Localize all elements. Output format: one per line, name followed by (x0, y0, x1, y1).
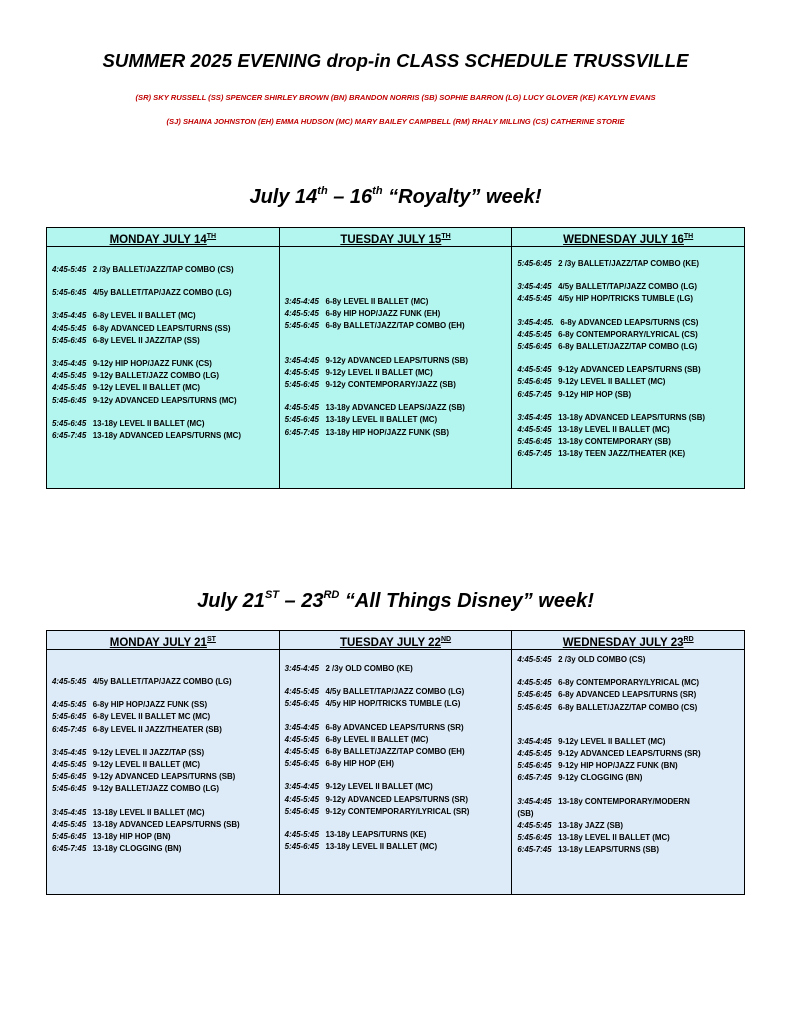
class-description: 4/5y BALLET/TAP/JAZZ COMBO (LG) (558, 282, 697, 292)
class-entry (517, 376, 742, 388)
class-time: 5:45-6:45 (284, 759, 319, 769)
class-entry (285, 355, 510, 367)
class-time: 3:45-4:45. (517, 317, 554, 327)
class-description: 13-18y LEAPS/TURNS (SB) (558, 845, 659, 855)
class-entry (517, 844, 742, 856)
class-entry (285, 296, 510, 308)
class-entry (285, 841, 510, 853)
class-description: 6-8y CONTEMPORARY/LYRICAL (CS) (558, 329, 698, 339)
class-time: 3:45-4:45 (284, 664, 319, 673)
page-title: SUMMER 2025 EVENING drop-in CLASS SCHEDULE TRUSSVILLE (102, 50, 689, 71)
spacer (517, 725, 742, 736)
class-description: 6-8y BALLET/JAZZ/TAP COMBO (CS) (558, 702, 698, 712)
class-entry (517, 341, 742, 353)
class-description: 4/5y BALLET/TAP/JAZZ COMBO (LG) (92, 677, 232, 686)
class-time: 4:45-5:45 (52, 819, 87, 829)
class-entry (285, 427, 510, 439)
class-time: 5:45-6:45 (52, 712, 87, 722)
class-entry (517, 760, 742, 772)
class-description: (SB) (517, 808, 534, 818)
class-description: 6-8y CONTEMPORARY/LYRICAL (MC) (558, 678, 700, 688)
class-time: 6:45-7:45 (517, 389, 552, 399)
class-description: 9-12y HIP HOP (SB) (558, 389, 632, 399)
class-entry (52, 807, 277, 819)
class-time: 3:45-4:45 (517, 736, 552, 746)
class-description: 4/5y BALLET/TAP/JAZZ COMBO (LG) (325, 687, 465, 697)
class-time: 4:45-5:45 (517, 365, 552, 375)
class-time: 5:45-6:45 (52, 418, 87, 428)
class-description: 9-12y HIP HOP/JAZZ FUNK (CS) (92, 358, 212, 368)
royalty-week-schedule-table (46, 227, 745, 489)
class-description: 13-18y LEVEL II BALLET (MC) (558, 424, 670, 434)
disney-week-schedule-table (46, 630, 745, 895)
instructor-legend-line-1: (SR) SKY RUSSELL (SS) SPENCER SHIRLEY BROWN (BN) BRANDON NORRIS (SB) SOPHIE BARRON (LG) LUCY GLOVER (KE) KAYLYN EVANS (135, 93, 656, 102)
class-time: 5:45-6:45 (52, 288, 87, 298)
class-time: 3:45-4:45 (52, 358, 87, 368)
class-description: 13-18y ADVANCED LEAPS/JAZZ (SB) (325, 403, 465, 413)
class-description: 2 /3y BALLET/JAZZ/TAP COMBO (KE) (558, 259, 700, 268)
spacer (517, 353, 742, 364)
class-description: 6-8y HIP HOP (EH) (325, 759, 395, 769)
class-time: 3:45-4:45 (284, 297, 319, 306)
class-entry (517, 808, 742, 820)
class-entry (52, 395, 277, 407)
spacer (285, 333, 510, 344)
class-description: 6-8y HIP HOP/JAZZ FUNK (SS) (92, 700, 208, 710)
class-description: 13-18y LEAPS/TURNS (KE) (325, 829, 427, 839)
class-entry (517, 436, 742, 448)
class-time: 6:45-7:45 (284, 427, 319, 437)
class-description: 13-18y TEEN JAZZ/THEATER (KE) (558, 449, 686, 459)
class-time: 4:45-5:45 (517, 820, 552, 830)
class-entry (52, 358, 277, 370)
class-description: 9-12y LEVEL II BALLET (MC) (92, 759, 201, 769)
class-time: 5:45-6:45 (517, 377, 552, 387)
class-time: 4:45-5:45 (517, 424, 552, 434)
class-entry (517, 796, 742, 808)
class-description: 4/5y HIP HOP/TRICKS TUMBLE (LG) (558, 294, 694, 304)
class-time: 4:45-5:45 (52, 677, 87, 686)
class-entry (52, 711, 277, 723)
class-entry (517, 702, 742, 714)
class-time: 4:45-5:45 (517, 294, 552, 304)
class-description: 13-18y CLOGGING (BN) (92, 844, 182, 854)
spacer (285, 770, 510, 781)
class-entry (517, 448, 742, 460)
class-description: 4/5y BALLET/TAP/JAZZ COMBO (LG) (92, 288, 232, 298)
class-entry (52, 382, 277, 394)
column-header: TUESDAY JULY 15TH (280, 228, 512, 247)
spacer (52, 276, 277, 287)
class-entry (517, 389, 742, 401)
class-description: 9-12y ADVANCED LEAPS/TURNS (SB) (325, 355, 468, 365)
class-entry (52, 831, 277, 843)
spacer (285, 711, 510, 722)
class-time: 5:45-6:45 (517, 437, 552, 447)
class-time: 5:45-6:45 (517, 761, 552, 771)
class-entry (517, 736, 742, 748)
class-time: 5:45-6:45 (517, 702, 552, 712)
class-description: 6-8y ADVANCED LEAPS/TURNS (CS) (560, 317, 699, 327)
class-time: 6:45-7:45 (52, 724, 87, 734)
week-title-disney: July 21ST – 23RD “All Things Disney” week! (197, 589, 594, 612)
class-time: 4:45-5:45 (52, 700, 87, 710)
spacer (52, 347, 277, 358)
class-description: 13-18y HIP HOP/JAZZ FUNK (SB) (325, 427, 449, 437)
class-time: 4:45-5:45 (52, 383, 87, 393)
class-entry (285, 320, 510, 332)
instructor-legend-line-2: (SJ) SHAINA JOHNSTON (EH) EMMA HUDSON (MC) MARY BAILEY CAMPBELL (RM) RHALY MILLING (CS) CATHERINE STORIE (166, 117, 625, 126)
class-entry (285, 414, 510, 426)
class-time: 6:45-7:45 (517, 773, 552, 783)
class-description: 6-8y LEVEL II BALLET MC (MC) (92, 712, 211, 722)
class-time: 5:45-6:45 (517, 259, 552, 268)
class-time: 4:45-5:45 (517, 678, 552, 688)
spacer (517, 401, 742, 412)
class-description: 9-12y BALLET/JAZZ COMBO (LG) (92, 371, 220, 381)
class-description: 13-18y CONTEMPORARY/MODERN (558, 796, 690, 806)
class-time: 4:45-5:45 (284, 794, 319, 804)
class-time: 3:45-4:45 (52, 747, 87, 757)
class-description: 6-8y ADVANCED LEAPS/TURNS (SR) (558, 690, 697, 700)
class-time: 4:45-5:45 (52, 759, 87, 769)
class-entry (517, 329, 742, 341)
class-entry (52, 699, 277, 711)
class-description: 6-8y LEVEL II JAZZ/THEATER (SB) (92, 724, 222, 734)
class-description: 13-18y ADVANCED LEAPS/TURNS (MC) (92, 430, 241, 440)
class-time: 4:45-5:45 (517, 655, 552, 664)
class-entry (517, 820, 742, 832)
class-description: 9-12y ADVANCED LEAPS/TURNS (SB) (92, 772, 236, 782)
class-time: 5:45-6:45 (284, 842, 319, 852)
spacer (52, 407, 277, 418)
class-time: 3:45-4:45 (52, 311, 87, 321)
class-entry (285, 829, 510, 841)
class-description: 2 /3y OLD COMBO (KE) (325, 664, 413, 673)
spacer (52, 736, 277, 747)
class-description: 13-18y HIP HOP (BN) (92, 831, 171, 841)
class-entry (517, 832, 742, 844)
class-entry (285, 686, 510, 698)
class-entry (517, 412, 742, 424)
class-time: 4:45-5:45 (284, 746, 319, 756)
spacer (285, 344, 510, 355)
class-entry (285, 806, 510, 818)
class-entry (285, 781, 510, 793)
class-entry (517, 293, 742, 305)
class-time: 4:45-5:45 (284, 829, 319, 839)
class-entry (285, 734, 510, 746)
class-time: 5:45-6:45 (52, 395, 87, 405)
class-description: 4/5y HIP HOP/TRICKS TUMBLE (LG) (325, 699, 461, 709)
class-description: 9-12y HIP HOP/JAZZ FUNK (BN) (558, 761, 678, 771)
class-time: 5:45-6:45 (52, 335, 87, 345)
class-time: 4:45-5:45 (52, 265, 87, 274)
class-description: 13-18y LEVEL II BALLET (MC) (92, 418, 205, 428)
class-entry (52, 771, 277, 783)
class-entry (517, 317, 742, 329)
class-description: 9-12y ADVANCED LEAPS/TURNS (MC) (92, 395, 237, 405)
class-description: 9-12y CONTEMPORARY/LYRICAL (SR) (325, 806, 470, 816)
class-description: 13-18y LEVEL II BALLET (MC) (558, 833, 670, 843)
class-description: 6-8y LEVEL II BALLET (MC) (92, 311, 196, 321)
class-time: 4:45-5:45 (517, 329, 552, 339)
class-entry (517, 281, 742, 293)
tuesday-july-22-column (279, 631, 512, 894)
class-time: 6:45-7:45 (517, 845, 552, 855)
class-time: 3:45-4:45 (517, 412, 552, 422)
spacer (52, 299, 277, 310)
class-entry (52, 418, 277, 430)
class-description: 13-18y ADVANCED LEAPS/TURNS (SB) (92, 819, 240, 829)
class-description: 6-8y LEVEL II BALLET (MC) (325, 297, 429, 306)
class-entry (52, 843, 277, 855)
class-time: 4:45-5:45 (517, 748, 552, 758)
class-entry (517, 689, 742, 701)
class-entry (517, 424, 742, 436)
class-time: 5:45-6:45 (284, 379, 319, 389)
class-time: 6:45-7:45 (52, 844, 87, 854)
class-time: 3:45-4:45 (517, 796, 552, 806)
class-time: 5:45-6:45 (284, 806, 319, 816)
class-entry (285, 722, 510, 734)
class-entry (285, 308, 510, 320)
class-entry (52, 370, 277, 382)
class-description: 13-18y ADVANCED LEAPS/TURNS (SB) (558, 412, 706, 422)
class-description: 6-8y BALLET/JAZZ/TAP COMBO (EH) (325, 746, 465, 756)
class-entry (52, 724, 277, 736)
class-time: 6:45-7:45 (517, 449, 552, 459)
class-description: 9-12y ADVANCED LEAPS/TURNS (SR) (325, 794, 468, 804)
class-entry (52, 335, 277, 347)
class-time: 5:45-6:45 (284, 321, 319, 331)
class-entry (52, 310, 277, 322)
column-header: MONDAY JULY 14TH (47, 228, 279, 247)
class-entry (52, 287, 277, 299)
class-entry (517, 364, 742, 376)
class-time: 4:45-5:45 (284, 734, 319, 744)
spacer (517, 306, 742, 317)
class-description: 9-12y CLOGGING (BN) (558, 773, 643, 783)
class-description: 13-18y LEVEL II BALLET (MC) (92, 807, 205, 817)
class-description: 2 /3y OLD COMBO (CS) (558, 655, 646, 664)
week-title-royalty: July 14th – 16th “Royalty” week! (249, 185, 542, 208)
class-entry (285, 758, 510, 770)
class-description: 9-12y LEVEL II JAZZ/TAP (SS) (92, 747, 205, 757)
class-description: 9-12y LEVEL II BALLET (MC) (92, 383, 201, 393)
class-time: 5:45-6:45 (284, 699, 319, 709)
class-time: 5:45-6:45 (52, 772, 87, 782)
class-entry (52, 819, 277, 831)
class-description: 6-8y BALLET/JAZZ/TAP COMBO (LG) (558, 341, 698, 351)
class-time: 3:45-4:45 (52, 807, 87, 817)
class-description: 9-12y LEVEL II BALLET (MC) (558, 377, 666, 387)
class-entry (285, 746, 510, 758)
class-description: 13-18y JAZZ (SB) (558, 820, 624, 830)
class-entry (517, 772, 742, 784)
column-header: WEDNESDAY JULY 23RD (512, 631, 744, 650)
spacer (517, 785, 742, 796)
spacer (285, 818, 510, 829)
class-entry (517, 677, 742, 689)
class-description: 13-18y LEVEL II BALLET (MC) (325, 842, 438, 852)
class-entry (52, 747, 277, 759)
class-time: 4:45-5:45 (52, 323, 87, 333)
class-time: 4:45-5:45 (284, 309, 319, 319)
class-entry (52, 676, 277, 688)
class-entry (285, 379, 510, 391)
class-entry (517, 654, 742, 666)
class-description: 9-12y ADVANCED LEAPS/TURNS (SB) (558, 365, 701, 375)
spacer (285, 675, 510, 686)
spacer (52, 796, 277, 807)
class-time: 5:45-6:45 (52, 831, 87, 841)
spacer (285, 391, 510, 402)
class-time: 5:45-6:45 (517, 833, 552, 843)
class-entry (52, 323, 277, 335)
class-description: 13-18y CONTEMPORARY (SB) (558, 437, 671, 447)
class-description: 9-12y LEVEL II BALLET (MC) (558, 736, 666, 746)
class-time: 3:45-4:45 (284, 782, 319, 792)
class-entry (517, 748, 742, 760)
class-time: 5:45-6:45 (284, 415, 319, 425)
class-description: 9-12y ADVANCED LEAPS/TURNS (SR) (558, 748, 701, 758)
class-entry (285, 698, 510, 710)
class-time: 6:45-7:45 (52, 430, 87, 440)
class-entry (52, 783, 277, 795)
spacer (517, 270, 742, 281)
spacer (52, 688, 277, 699)
monday-july-14-column (47, 228, 279, 488)
class-entry (52, 264, 277, 276)
class-description: 6-8y LEVEL II BALLET (MC) (325, 734, 429, 744)
spacer (517, 666, 742, 677)
class-entry (517, 258, 742, 270)
wednesday-july-23-column (511, 631, 744, 894)
class-description: 9-12y BALLET/JAZZ COMBO (LG) (92, 784, 220, 794)
spacer (517, 714, 742, 725)
tuesday-july-15-column (279, 228, 512, 488)
monday-july-21-column (47, 631, 279, 894)
class-description: 6-8y BALLET/JAZZ/TAP COMBO (EH) (325, 321, 465, 331)
class-entry (285, 367, 510, 379)
class-time: 4:45-5:45 (284, 403, 319, 413)
class-description: 9-12y CONTEMPORARY/JAZZ (SB) (325, 379, 456, 389)
class-description: 9-12y LEVEL II BALLET (MC) (325, 782, 433, 792)
class-entry (52, 430, 277, 442)
class-entry (285, 794, 510, 806)
class-entry (285, 663, 510, 675)
class-time: 5:45-6:45 (517, 690, 552, 700)
wednesday-july-16-column (511, 228, 744, 488)
class-entry (285, 402, 510, 414)
column-header: WEDNESDAY JULY 16TH (512, 228, 744, 247)
class-description: 6-8y HIP HOP/JAZZ FUNK (EH) (325, 309, 441, 319)
class-entry (52, 759, 277, 771)
column-header: MONDAY JULY 21ST (47, 631, 279, 650)
class-time: 5:45-6:45 (517, 341, 552, 351)
class-time: 3:45-4:45 (284, 355, 319, 365)
class-time: 4:45-5:45 (52, 371, 87, 381)
class-time: 3:45-4:45 (517, 282, 552, 292)
class-description: 6-8y LEVEL II JAZZ/TAP (SS) (92, 335, 200, 345)
class-time: 3:45-4:45 (284, 722, 319, 732)
class-time: 4:45-5:45 (284, 367, 319, 377)
class-description: 2 /3y BALLET/JAZZ/TAP COMBO (CS) (92, 265, 234, 274)
column-header: TUESDAY JULY 22ND (280, 631, 512, 650)
class-description: 9-12y LEVEL II BALLET (MC) (325, 367, 433, 377)
class-description: 6-8y ADVANCED LEAPS/TURNS (SS) (92, 323, 231, 333)
class-time: 5:45-6:45 (52, 784, 87, 794)
class-description: 6-8y ADVANCED LEAPS/TURNS (SR) (325, 722, 464, 732)
class-time: 4:45-5:45 (284, 687, 319, 697)
class-description: 13-18y LEVEL II BALLET (MC) (325, 415, 438, 425)
